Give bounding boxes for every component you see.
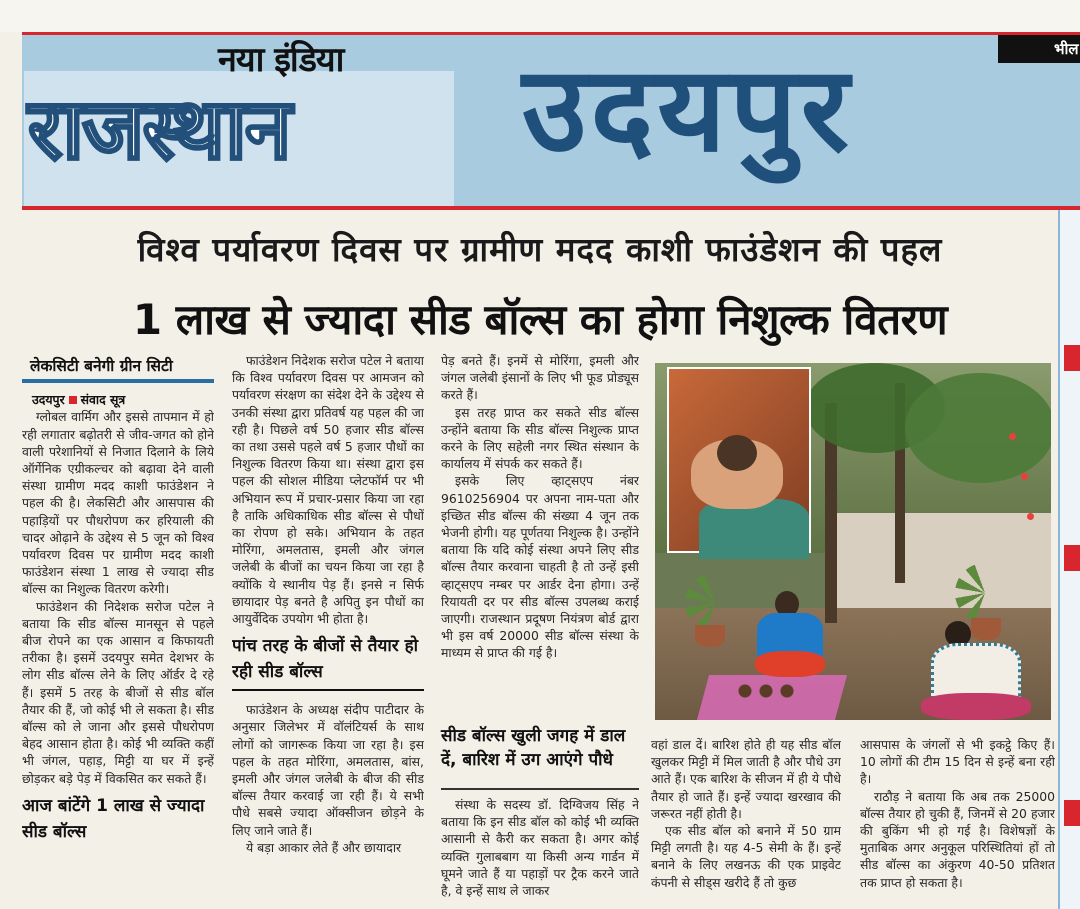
flower-icon (1027, 513, 1034, 520)
column-kicker: लेकसिटी बनेगी ग्रीन सिटी (22, 352, 214, 383)
byline-text: संवाद सूत्र (80, 392, 126, 408)
photo-wall (825, 513, 1051, 623)
paragraph: इस तरह प्राप्त कर सकते सीड बॉल्स उन्होंने बताया कि सीड बॉल्स निशुल्क प्राप्त करने के लिए सहेली नगर स्थित संस्थान के कार्यालय में संपर्क कर सकते हैं। (441, 404, 639, 472)
column-5 (651, 736, 841, 909)
red-marker (1064, 345, 1080, 371)
corner-tab: भील (998, 35, 1080, 63)
paragraph: आसपास के जंगलों से भी इकट्ठे किए हैं। 10 लोगों की टीम 15 दिन से इन्हें बना रही है। (860, 737, 1055, 787)
photo-leaves (905, 373, 1051, 483)
column-1 (22, 352, 214, 909)
masthead (22, 32, 1080, 210)
paragraph: ये बड़ा आकार लेते हैं और छायादार (246, 839, 402, 855)
aloe-plant (685, 573, 745, 633)
red-marker (1064, 800, 1080, 826)
paragraph: फाउंडेशन के अध्यक्ष संदीप पाटीदार के अनुसार जिलेभर में वॉलंटियर्स के साथ लोगों को जागरूक किया जा रहा है। इस पहल के तहत मोरिंगा, अमलतास, बांस, इमली और जंगल जलेबी के बीज की सीड बॉल्स तैयार करवाई जा रही हैं। ये सभी पौधे सबसे ज्यादा ऑक्सीजन छोड़ने के लिए जाने जाते हैं। (232, 702, 424, 838)
column-2 (232, 352, 424, 909)
paragraph: पेड़ बनते हैं। इनमें से मोरिंगा, इमली और जंगल जलेबी इंसानों के लिए भी फूड प्रोड्यूस करते हैं। (441, 353, 639, 403)
column-4 (441, 796, 639, 909)
red-square-icon (69, 396, 77, 404)
person-working (921, 621, 1031, 720)
flower-icon (1021, 473, 1028, 480)
column-6 (860, 736, 1055, 909)
person-kneeling (751, 591, 829, 677)
paragraph: इसके लिए व्हाट्सएप नंबर 9610256904 पर अपना नाम-पता और इच्छित सीड बॉल्स की संख्या 4 जून तक भेजनी होगी। यह पूर्णतया निशुल्क है। उन्होंने बताया कि यदि कोई संस्था अपने लिए सीड बॉल्स तैयार करवाना चाहती है तो उन्हें इसी व्हाट्सएप नम्बर पर आर्डर देना होगा। उन्हें रियायती दर पर सीड बॉल्स उपलब्ध कराई जाएगी। राजस्थान प्रदूषण नियंत्रण बोर्ड द्वारा भी इस वर्ष 20000 सीड बॉल्स संस्था के माध्यम से प्राप्त की गई है। (441, 473, 639, 661)
aloe-plant (955, 563, 1015, 623)
dateline-city: उदयपुर (32, 392, 65, 408)
flower-icon (1009, 433, 1016, 440)
subheading: आज बांटेंगे 1 लाख से ज्यादा सीड बॉल्स (22, 795, 205, 842)
brand-small: नया इंडिया (218, 40, 344, 80)
main-headline: 1 लाख से ज्यादा सीड बॉल्स का होगा निशुल्क वितरण (132, 295, 948, 344)
paragraph: वहां डाल दें। बारिश होते ही यह सीड बॉल खुलकर मिट्टी में मिल जाती है और पौधे उग आते हैं। एक बारिश के सीजन में ही ये पौधे तैयार हो जाते हैं। इन्हें ज्यादा खरखाव की जरूरत नहीं होती है। (651, 737, 841, 821)
person-skirt (755, 651, 825, 677)
city-title: उदयपुर (522, 40, 854, 178)
subheading: पांच तरह के बीजों से तैयार हो रही सीड बॉल्स (232, 633, 424, 691)
paragraph: फाउंडेशन की निदेशक सरोज पटेल ने बताया कि सीड बॉल्स मानसून से पहले बीज रोपने का एक आसान व किफायती तरीका है। इसमें उदयपुर समेत देशभर के लोग सीड बॉल्स लेने के लिए ऑर्डर दे रहे हैं। इसमें 5 तरह के बीजों से सीड बॉल तैयार की हैं, जो कोई भी ले सकता है। सीड बॉल्स को ले जाना और इससे पौधरोपण बेहद आसान होता है। कोई भी व्यक्ति कहीं भी जंगल, पहाड़, मिट्टी या घर में इन्हें छोड़कर बड़े पेड़ में विकसित कर सकते हैं। (22, 598, 214, 786)
paragraph: फाउंडेशन निदेशक सरोज पटेल ने बताया कि विश्व पर्यावरण दिवस पर आमजन को पर्यावरण संरक्षण का संदेश देने के उद्देश्य से उनकी संस्था द्वारा प्रतिवर्ष यह पहल की जा रही है। पिछले वर्ष 50 हजार सीड बॉल्स का तथा उससे पहले वर्ष 5 हजार पौधों का निशुल्क वितरण किया था। संस्था द्वारा इस पहल की सोशल मीडिया प्लेटफॉर्म पर भी अभियान रूप में प्रचार-प्रसार किया जा रहा है ताकि अधिकाधिक सीड बॉल्स से पौधों का रोपण हो सके। अभियान के तहत मोरिंगा, अमलतास, इमली और जंगल जलेबी के बीजों का चयन किया जा रहा है क्योंकि ये स्थानीय पेड़ हैं। इनसे न सिर्फ छायादार पेड़ बनते है अपितु इन पौधों का आयुर्वेदिक उपयोग भी होता है। (232, 353, 424, 627)
red-marker (1064, 545, 1080, 571)
paragraph: राठौड़ ने बताया कि अब तक 25000 बॉल्स तैयार हो चुकी हैं, जिनमें से 20 हजार की बुकिंग भी हो गई है। विशेषज्ञों के मुताबिक अगर अनुकूल परिस्थितियां हों तो सीड बॉल्स का अंकुरण 40-50 प्रतिशत तक प्राप्त हो सकता है। (860, 788, 1055, 890)
news-photo (655, 363, 1051, 720)
dateline (22, 391, 214, 408)
photo-inset-hand (667, 367, 811, 553)
seed-ball-icon (717, 435, 757, 471)
brand-big: राजस्थान (28, 80, 290, 178)
top-margin (0, 0, 1080, 32)
column-3 (441, 352, 639, 722)
plant-pot (695, 625, 725, 647)
paragraph: एक सीड बॉल को बनाने में 50 ग्राम मिट्टी लगती है। यह 4-5 सेमी के हैं। इन्हें बनाने के लिए लखनऊ की एक प्राइवेट कंपनी से सीड्स खरीदे हैं तो कुछ (651, 823, 841, 890)
paragraph: ग्लोबल वार्मिग और इससे तापमान में हो रही लगातार बढ़ोतरी से जीव-जगत को होने वाली परेशानियों से निजात दिलाने के लिये ऑर्गेनिक एग्रीकल्चर को बढ़ावा देने वाली संस्था ग्रामीण मदद काशी फाउंडेशन ने पहल की है। लेकसिटी और आसपास की पहाड़ियों पर पौधरोपण कर हरियाली की चादर ओढ़ाने के उद्देश्य से 5 जून को विश्व पर्यावरण दिवस पर ग्रामीण मदद काशी फाउंडेशन संस्था 1 लाख से ज्यादा सीड बॉल्स का निशुल्क वितरण करेगी। (22, 409, 214, 597)
seed-balls (731, 681, 801, 701)
headline-kicker: विश्व पर्यावरण दिवस पर ग्रामीण मदद काशी फाउंडेशन की पहल (137, 230, 943, 269)
person-skirt (921, 693, 1031, 720)
subheading: सीड बॉल्स खुली जगह में डाल दें, बारिश में उग आएंगे पौधे (441, 720, 639, 790)
paragraph: संस्था के सदस्य डॉ. दिग्विजय सिंह ने बताया कि इन सीड बॉल को कोई भी व्यक्ति आसानी से कैरी कर सकता है। अगर कोई व्यक्ति गुलाबबाग या किसी अन्य गार्डन में घूमने जाते हैं या पहाड़ों पर ट्रैक करने जाते है, वे इन्हें साथ ले जाकर (441, 797, 639, 899)
